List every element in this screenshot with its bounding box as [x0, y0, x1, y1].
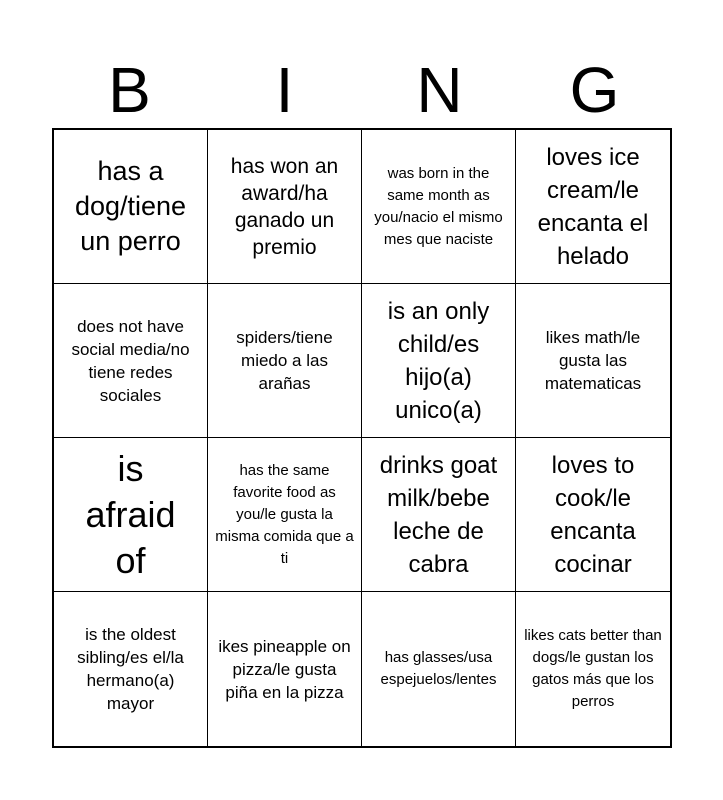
bingo-board: [52, 128, 672, 748]
cell-text: does not have social media/no tiene redes sociales: [71, 316, 190, 405]
header-letter-g: G: [569, 54, 620, 126]
cell-text: has won an award/ha ganado un premio: [230, 154, 339, 259]
cell-text: is the oldest sibling/es el/la hermano(a) mayor: [77, 625, 184, 713]
bingo-cell[interactable]: [362, 284, 516, 438]
header-letter-b: B: [108, 54, 151, 126]
bingo-cell[interactable]: [516, 592, 670, 746]
header-letter-i: I: [275, 54, 294, 126]
bingo-cell[interactable]: [54, 284, 208, 438]
bingo-cell[interactable]: [516, 438, 670, 592]
cell-text: is afraid of: [85, 447, 176, 581]
cell-text: has glasses/usa espejuelos/lentes: [380, 649, 497, 688]
bingo-cell[interactable]: [516, 130, 670, 284]
cell-text: loves to cook/le encanta cocinar: [550, 451, 636, 578]
cell-text: likes math/le gusta las matematicas: [544, 328, 642, 393]
bingo-cell[interactable]: [362, 592, 516, 746]
bingo-cell[interactable]: [362, 130, 516, 284]
cell-text: spiders/tiene miedo a las arañas: [236, 328, 333, 393]
bingo-cell[interactable]: [54, 438, 208, 592]
header-letter-n: N: [416, 54, 463, 126]
cell-text: has the same favorite food as you/le gusta la misma comida que a ti: [215, 461, 354, 567]
cell-text: drinks goat milk/bebe leche de cabra: [379, 451, 498, 578]
bingo-cell[interactable]: [208, 130, 362, 284]
cell-text: likes cats better than dogs/le gustan los gatos más que los perros: [524, 627, 662, 710]
cell-text: has a dog/tiene un perro: [74, 156, 187, 256]
bingo-cell[interactable]: [54, 592, 208, 746]
cell-text: ikes pineapple on pizza/le gusta piña en la pizza: [218, 636, 351, 702]
bingo-cell[interactable]: [208, 438, 362, 592]
bingo-cell[interactable]: [516, 284, 670, 438]
cell-text: was born in the same month as you/nacio el mismo mes que naciste: [374, 164, 503, 248]
bingo-header: [52, 52, 672, 128]
cell-text: is an only child/es hijo(a) unico(a): [387, 297, 490, 424]
bingo-cell[interactable]: [208, 592, 362, 746]
bingo-cell[interactable]: [362, 438, 516, 592]
cell-text: loves ice cream/le encanta el helado: [537, 143, 649, 270]
bingo-cell[interactable]: [208, 284, 362, 438]
bingo-cell[interactable]: [54, 130, 208, 284]
